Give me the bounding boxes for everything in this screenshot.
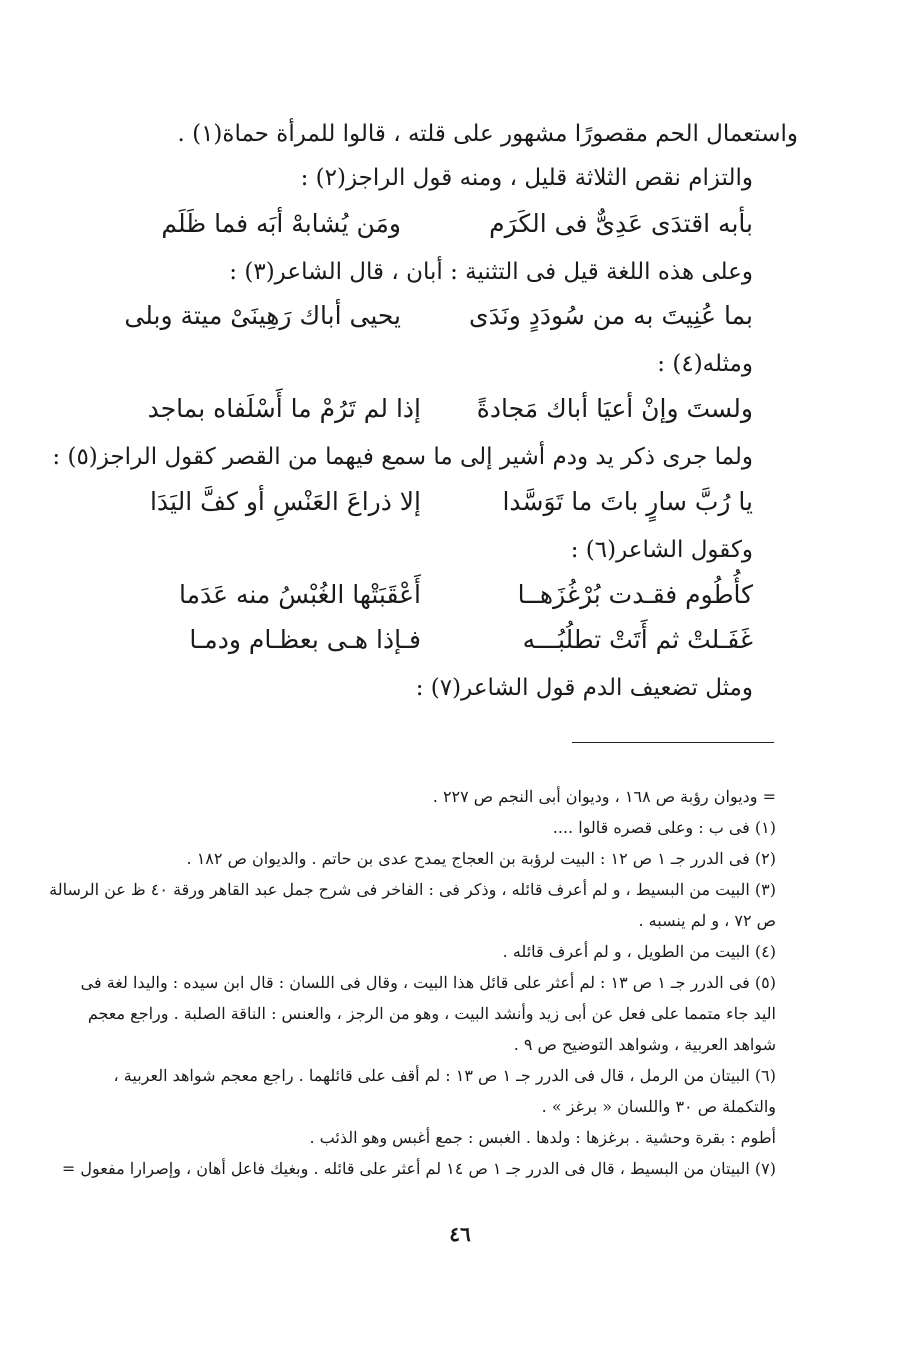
verse-4-first-hemistich: يا رُبَّ سارٍ باتَ ما تَوَسَّدا xyxy=(502,487,753,516)
verse-1 xyxy=(0,208,921,240)
verse-2-first-hemistich: بما عُنِيتَ به من سُودَدٍ ونَدَى xyxy=(469,301,753,330)
footnote-5-line-3: شواهد العربية ، وشواهد التوضيح ص ٩ . xyxy=(513,1035,776,1054)
text-line-1: واستعمال الحم مقصورًا مشهور على قلته ، قالوا للمرأة حماة(١) . xyxy=(177,121,798,147)
verse-5-second-hemistich: أَعْقَبَتْها الغُبْسُ منه عَدَما xyxy=(178,580,421,609)
footnote-3-line-2: ص ٧٢ ، و لم ينسبه . xyxy=(638,911,776,930)
footnote-4: (٤) البيت من الطويل ، و لم أعرف قائله . xyxy=(502,942,776,961)
footnote-2: (٢) فى الدرر جـ ١ ص ١٢ : البيت لرؤبة بن العجاج يمدح عدى بن حاتم . والديوان ص ١٨٢ . xyxy=(186,849,776,868)
verse-3 xyxy=(0,393,921,425)
footnote-5-line-2: اليد جاء متمما على فعل عن أبى زيد وأنشد البيت ، وهو من الرجز ، والعنس : الناقة الصلبة . وراجع معجم xyxy=(87,1004,776,1023)
text-line-7: ومثل تضعيف الدم قول الشاعر(٧) : xyxy=(415,675,753,701)
footnote-5-line-1: (٥) فى الدرر جـ ١ ص ١٣ : لم أعثر على قائل هذا البيت ، وقال فى اللسان : قال ابن سيده : واليدا لغة فى xyxy=(80,973,776,992)
text-line-5: ولما جرى ذكر يد ودم أشير إلى ما سمع فيهما من القصر كقول الراجز(٥) : xyxy=(52,444,753,470)
verse-3-first-hemistich: ولستَ وإنْ أعيَا أباك مَجادةً xyxy=(476,394,753,423)
verse-1-first-hemistich: بأبه اقتدَى عَدِىٌّ فى الكَرَم xyxy=(489,209,753,238)
verse-3-second-hemistich: إذا لم تَرُمْ ما أَسْلَفاه بماجد xyxy=(147,394,421,423)
verse-4-second-hemistich: إلا ذراعَ العَنْسِ أو كفَّ اليَدَا xyxy=(149,487,421,516)
verse-6 xyxy=(0,624,921,656)
verse-2-second-hemistich: يحيى أباك رَهِينَىْ ميتة وبلى xyxy=(124,301,401,330)
verse-6-second-hemistich: فـإذا هـى بعظـام ودمـا xyxy=(189,625,421,654)
page-number: ٤٦ xyxy=(449,1222,471,1246)
footnote-3-line-1: (٣) البيت من البسيط ، و لم أعرف قائله ، وذكر فى : الفاخر فى شرح جمل عبد القاهر ورقة ٤٠ ظ عن الرسالة xyxy=(49,880,776,899)
text-line-3: وعلى هذه اللغة قيل فى التثنية : أبان ، قال الشاعر(٣) : xyxy=(229,259,753,285)
verse-6-first-hemistich: غَفَـلتْ ثم أَتَتْ تطلُبُـــه xyxy=(522,625,753,654)
footnote-7: (٧) البيتان من البسيط ، قال فى الدرر جـ ١ ص ١٤ لم أعثر على قائله . وبغيك فاعل أهان ، وإصرارا مفعول = xyxy=(61,1159,776,1178)
verse-5-first-hemistich: كأُطُوم فقـدت بُرْغُزَهــا xyxy=(517,580,753,609)
verse-5 xyxy=(0,579,921,611)
footnote-6-line-1: (٦) البيتان من الرمل ، قال فى الدرر جـ ١ ص ١٣ : لم أقف على قائلهما . راجع معجم شواهد العربية ، xyxy=(113,1066,776,1085)
footnote-6-line-3: أطوم : بقرة وحشية . برغزها : ولدها . الغبس : جمع أغبس وهو الذئب . xyxy=(309,1128,776,1147)
verse-4 xyxy=(0,486,921,518)
verse-2 xyxy=(0,300,921,332)
footnote-6-line-2: والتكملة ص ٣٠ واللسان « برغز » . xyxy=(541,1097,776,1116)
footnote-separator xyxy=(572,742,774,743)
text-line-4: ومثله(٤) : xyxy=(657,351,753,377)
verse-1-second-hemistich: ومَن يُشابهْ أبَه فما ظَلَم xyxy=(161,209,401,238)
footnote-1: (١) فى ب : وعلى قصره قالوا .... xyxy=(552,818,776,837)
text-line-6: وكقول الشاعر(٦) : xyxy=(570,537,753,563)
footnote-continuation: = وديوان رؤبة ص ١٦٨ ، وديوان أبى النجم ص ٢٢٧ . xyxy=(432,787,776,806)
text-line-2: والتزام نقص الثلاثة قليل ، ومنه قول الراجز(٢) : xyxy=(300,165,753,191)
